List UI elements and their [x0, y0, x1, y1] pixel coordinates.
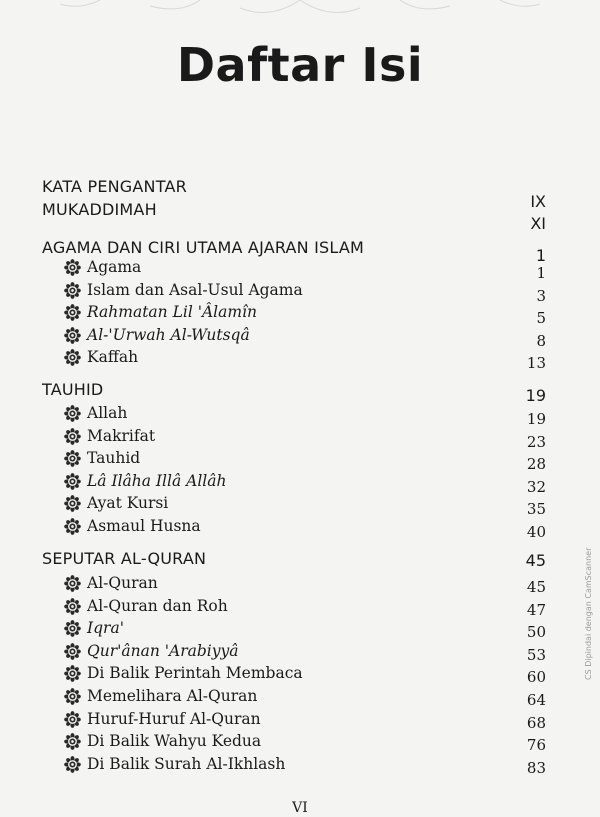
section-title: SEPUTAR AL-QURAN [42, 549, 207, 568]
toc-entry-page: 32 [526, 478, 546, 496]
flower-bullet-icon [64, 598, 81, 615]
section-page-number: 1 [535, 246, 546, 265]
toc-entry-label: Tauhid [87, 449, 141, 467]
toc-entry-label: Makrifat [87, 427, 156, 445]
toc-entry-page: 45 [526, 578, 546, 596]
toc-entry-label: Memelihara Al-Quran [87, 687, 258, 705]
toc-entry [64, 346, 138, 368]
toc-entry-label: Di Balik Surah Al-Ikhlash [87, 755, 286, 773]
flower-bullet-icon [64, 327, 81, 344]
flower-bullet-icon [64, 495, 81, 512]
flower-bullet-icon [64, 349, 81, 366]
section-page-number: 45 [525, 551, 546, 570]
toc-entry-page: 68 [526, 714, 546, 732]
flower-bullet-icon [64, 450, 81, 467]
toc-entry [64, 595, 228, 617]
toc-entry-page: 60 [526, 668, 546, 686]
page-title: Daftar Isi [176, 38, 424, 92]
toc-entry-page: 53 [526, 646, 546, 664]
toc-entry [64, 708, 261, 730]
toc-entry-label: Agama [87, 258, 142, 276]
toc-entry-label: Huruf-Huruf Al-Quran [87, 710, 261, 728]
flower-bullet-icon [64, 733, 81, 750]
toc-entry-label: Kaffah [87, 348, 139, 366]
toc-entry-page: 76 [526, 736, 546, 754]
toc-entry-label: Islam dan Asal-Usul Agama [87, 281, 303, 299]
section-title: TAUHID [42, 380, 104, 399]
front-matter-page: XI [530, 214, 546, 233]
toc-entry [64, 470, 226, 492]
toc-entry-page: 19 [526, 410, 546, 428]
toc-entry-label: Al-Quran dan Roh [87, 597, 228, 615]
toc-entry-page: 13 [526, 354, 546, 372]
toc-entry-label: Al-'Urwah Al-Wutsqâ [87, 326, 250, 344]
flower-bullet-icon [64, 711, 81, 728]
toc-entry-page: 1 [536, 264, 546, 282]
front-matter-page: IX [530, 192, 546, 211]
toc-entry [64, 447, 140, 469]
toc-entry [64, 617, 124, 639]
flower-bullet-icon [64, 259, 81, 276]
toc-entry [64, 279, 303, 301]
flower-bullet-icon [64, 665, 81, 682]
toc-entry-label: Ayat Kursi [87, 494, 169, 512]
toc-entry [64, 685, 257, 707]
toc-entry-label: Asmaul Husna [87, 517, 201, 535]
toc-entry-label: Al-Quran [87, 574, 158, 592]
toc-entry-label: Di Balik Perintah Membaca [87, 664, 303, 682]
flower-bullet-icon [64, 575, 81, 592]
flower-bullet-icon [64, 688, 81, 705]
toc-entry [64, 301, 257, 323]
toc-entry [64, 753, 285, 775]
toc-entry-page: 50 [526, 623, 546, 641]
toc-entry-label: Qur'ânan 'Arabiyyâ [87, 642, 239, 660]
section-title: AGAMA DAN CIRI UTAMA AJARAN ISLAM [42, 238, 365, 257]
toc-entry-page: 8 [536, 332, 546, 350]
toc-entry-page: 3 [536, 287, 546, 305]
flower-bullet-icon [64, 304, 81, 321]
toc-entry [64, 425, 155, 447]
flower-bullet-icon [64, 405, 81, 422]
flower-bullet-icon [64, 518, 81, 535]
flower-bullet-icon [64, 756, 81, 773]
toc-entry-label: Iqra' [87, 619, 124, 637]
toc-entry-label: Lâ Ilâha Illâ Allâh [87, 472, 227, 490]
toc-entry [64, 492, 168, 514]
page-number: VI [292, 800, 308, 816]
toc-entry [64, 256, 141, 278]
toc-entry [64, 402, 127, 424]
toc-entry-page: 47 [526, 601, 546, 619]
toc-entry-page: 5 [536, 309, 546, 327]
toc-entry [64, 730, 261, 752]
toc-entry-page: 64 [526, 691, 546, 709]
flower-bullet-icon [64, 282, 81, 299]
toc-entry-label: Di Balik Wahyu Kedua [87, 732, 262, 750]
toc-entry-page: 23 [526, 433, 546, 451]
toc-entry-label: Rahmatan Lil 'Âlamîn [87, 303, 257, 321]
toc-entry [64, 324, 250, 346]
front-matter-title: MUKADDIMAH [42, 200, 157, 219]
flower-bullet-icon [64, 643, 81, 660]
toc-entry [64, 640, 238, 662]
toc-entry [64, 662, 303, 684]
flower-bullet-icon [64, 620, 81, 637]
toc-entry [64, 572, 158, 594]
toc-entry-page: 28 [526, 455, 546, 473]
section-page-number: 19 [525, 386, 546, 405]
flower-bullet-icon [64, 428, 81, 445]
flower-bullet-icon [64, 473, 81, 490]
toc-entry-page: 40 [526, 523, 546, 541]
toc-entry-label: Allah [87, 404, 128, 422]
scanner-watermark: CS Dipindai dengan CamScanner [584, 547, 593, 680]
toc-entry-page: 83 [526, 759, 546, 777]
toc-entry-page: 35 [526, 500, 546, 518]
toc-entry [64, 515, 201, 537]
front-matter-title: KATA PENGANTAR [42, 177, 187, 196]
